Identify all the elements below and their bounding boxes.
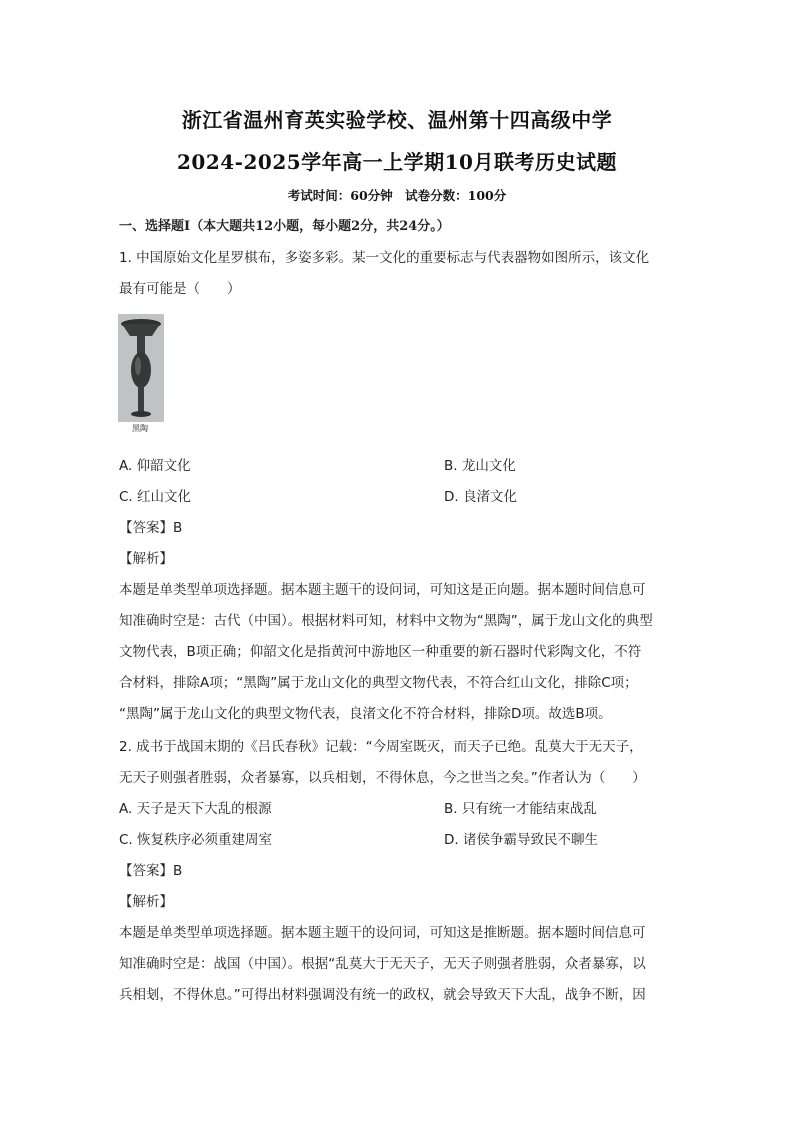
document-title-line2: 2024-2025学年高一上学期10月联考历史试题 [177, 150, 617, 174]
q1-analysis-label: 【解析】 [119, 551, 173, 567]
q1-analysis-line: 文物代表，B项正确；仰韶文化是指黄河中游地区一种重要的新石器时代彩陶文化，不符 [119, 644, 642, 660]
black-pottery-cup-icon [118, 314, 168, 424]
q1-stem-line2: 最有可能是（ ） [119, 281, 241, 297]
q1-option-d: D. 良渚文化 [444, 489, 517, 505]
q2-analysis-label: 【解析】 [119, 894, 173, 910]
q1-option-a: A. 仰韶文化 [119, 458, 191, 474]
q2-option-b: B. 只有统一才能结束战乱 [444, 801, 597, 817]
q2-answer: 【答案】B [119, 863, 183, 879]
document-title-line1: 浙江省温州育英实验学校、温州第十四高级中学 [181, 108, 613, 132]
section-heading: 一、选择题Ⅰ（本大题共12小题，每小题2分，共24分。） [119, 219, 450, 234]
q1-stem-line1: 1. 中国原始文化星罗棋布，多姿多彩。某一文化的重要标志与代表器物如图所示，该文化 [119, 250, 650, 266]
q2-option-a: A. 天子是天下大乱的根源 [119, 801, 272, 817]
q2-analysis-line: 本题是单类型单项选择题。据本题主题干的设问词，可知这是推断题。据本题时间信息可 [119, 925, 646, 941]
q1-analysis-line: 知准确时空是：古代（中国）。根据材料可知，材料中文物为“黑陶”，属于龙山文化的典型 [119, 613, 653, 629]
q2-analysis-line: 知准确时空是：战国（中国）。根据“乱莫大于无天子，无天子则强者胜弱，众者暴寡，以 [119, 956, 646, 972]
q2-option-d: D. 诸侯争霸导致民不聊生 [444, 832, 598, 848]
exam-info: 考试时间：60分钟 试卷分数：100分 [287, 188, 507, 203]
q1-analysis-line: 本题是单类型单项选择题。据本题主题干的设问词，可知这是正向题。据本题时间信息可 [119, 582, 646, 598]
q2-option-c: C. 恢复秩序必须重建周室 [119, 832, 273, 848]
q2-stem-line2: 无天子则强者胜弱，众者暴寡，以兵相刬，不得休息，今之世当之矣。”作者认为（ ） [119, 770, 646, 786]
black-pottery-cup-image [118, 314, 168, 434]
q1-analysis-line: “黑陶”属于龙山文化的典型文物代表，良渚文化不符合材料，排除D项。故选B项。 [119, 706, 612, 722]
q1-option-b: B. 龙山文化 [444, 458, 516, 474]
q2-analysis-line: 兵相刬，不得休息。”可得出材料强调没有统一的政权，就会导致天下大乱，战争不断，因 [119, 987, 646, 1003]
figure-caption: 黑陶 [132, 424, 148, 433]
q1-option-c: C. 红山文化 [119, 489, 192, 505]
q1-analysis-line: 合材料，排除A项；“黑陶”属于龙山文化的典型文物代表，不符合红山文化，排除C项； [119, 675, 638, 691]
q1-answer: 【答案】B [119, 520, 183, 536]
q2-stem-line1: 2. 成书于战国末期的《吕氏春秋》记载：“今周室既灭，而天子已绝。乱莫大于无天子， [119, 739, 643, 755]
